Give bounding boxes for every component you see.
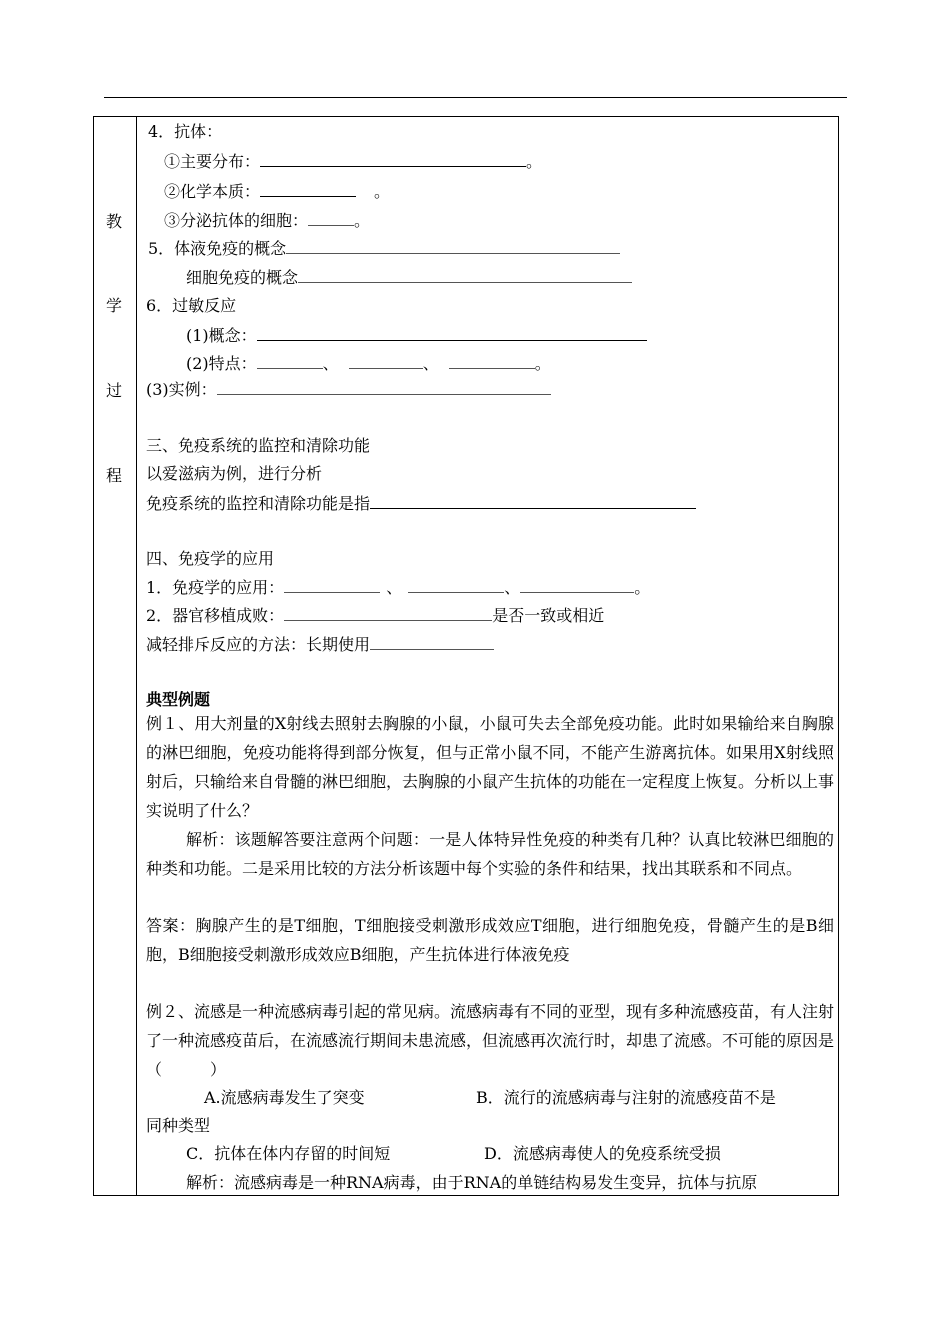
answer-blank: [286, 239, 620, 254]
header-rule: [104, 97, 847, 98]
answer-blank: [370, 635, 494, 650]
label: ①主要分布：: [164, 152, 261, 171]
allergy-features: [186, 354, 551, 374]
label: 减轻排斥反应的方法：长期使用: [146, 635, 371, 654]
monitoring-definition: [146, 494, 696, 514]
punct: 、: [386, 578, 403, 597]
humoral-immunity-concept: [148, 239, 620, 259]
antibody-secreting-cell: [164, 211, 370, 231]
punct: 、: [422, 354, 439, 373]
label: (3)实例：: [146, 380, 217, 399]
label: 免疫系统的监控和清除功能是指: [146, 494, 371, 513]
punct: 、: [504, 578, 521, 597]
allergy-concept: [186, 326, 647, 346]
example-1-answer: 答案：胸腺产生的是T细胞，T细胞接受刺激形成效应T细胞，进行细胞免疫，骨髓产生的是B细胞，B细胞接受刺激形成效应B细胞，产生抗体进行体液免疫: [146, 916, 834, 964]
example-2-question: 例２、流感是一种流感病毒引起的常见病。流感病毒有不同的亚型，现有多种流感疫苗，有人注射了一种流感疫苗后，在流感流行期间未患流感，但流感再次流行时，却患了流感。不可能的原因是（ ）: [146, 1002, 835, 1079]
item-antibody: 4．抗体：: [148, 122, 223, 141]
option-c: C．抗体在体内存留的时间短: [186, 1144, 391, 1163]
organ-transplant: [146, 606, 604, 626]
answer-blank: [298, 268, 632, 283]
typical-examples-heading: 典型例题: [146, 690, 211, 709]
immunology-applications: [146, 578, 650, 598]
answer-blank: [260, 152, 526, 167]
label: 5．体液免疫的概念: [148, 239, 287, 258]
punct: 。: [526, 152, 543, 171]
label: (1)概念：: [186, 326, 257, 345]
column-divider: [136, 116, 137, 1196]
side-label-char: 教: [105, 212, 122, 231]
example-1-question: 例１、用大剂量的X射线去照射去胸腺的小鼠，小鼠可失去全部免疫功能。此时如果输给来自胸腺的淋巴细胞，免疫功能将得到部分恢复，但与正常小鼠不同，不能产生游离抗体。如果用X射线照射后，只输给来自骨髓的淋巴细胞，去胸腺的小鼠产生抗体的功能在一定程度上恢复。分析以上事实说明了什么？: [146, 714, 835, 820]
side-label-char: 学: [105, 296, 122, 315]
answer-blank: [284, 606, 492, 621]
answer-blank: [217, 380, 551, 395]
rejection-reduction: [146, 635, 494, 655]
option-a: A.流感病毒发生了突变: [204, 1088, 365, 1107]
label: 细胞免疫的概念: [186, 268, 299, 287]
allergy-heading: 6．过敏反应: [146, 296, 237, 315]
answer-blank: [257, 354, 323, 369]
option-d: D．流感病毒使人的免疫系统受损: [484, 1144, 721, 1163]
example-1-analysis: 解析：该题解答要注意两个问题：一是人体特异性免疫的种类有几种？认真比较淋巴细胞的种类和功能。二是采用比较的方法分析该题中每个实验的条件和结果，找出其联系和不同点。: [146, 830, 834, 878]
cellular-immunity-concept: [186, 268, 632, 288]
label: ③分泌抗体的细胞：: [164, 211, 309, 230]
answer-blank: [449, 354, 535, 369]
section-3-heading: 三、免疫系统的监控和清除功能: [146, 436, 371, 455]
side-label-char: 过: [105, 381, 122, 400]
label: 是否一致或相近: [492, 606, 605, 625]
option-b-cont: 同种类型: [146, 1116, 211, 1135]
section-4-heading: 四、免疫学的应用: [146, 549, 275, 568]
label: (2)特点：: [186, 354, 257, 373]
answer-blank: [257, 326, 647, 341]
example-2-analysis: 解析：流感病毒是一种RNA病毒，由于RNA的单链结构易发生变异，抗体与抗原: [186, 1173, 758, 1192]
answer-blank: [520, 578, 634, 593]
answer-blank: [308, 211, 354, 226]
punct: 。: [354, 211, 371, 230]
punct: 。: [534, 354, 551, 373]
antibody-chemistry: [164, 182, 390, 202]
answer-blank: [260, 182, 356, 197]
side-label-char: 程: [105, 466, 122, 485]
section-3-intro: 以爱滋病为例，进行分析: [146, 464, 323, 483]
answer-blank: [370, 494, 696, 509]
label: ②化学本质：: [164, 182, 261, 201]
label: 1．免疫学的应用：: [146, 578, 285, 597]
answer-blank: [408, 578, 504, 593]
punct: 。: [374, 182, 391, 201]
answer-blank: [284, 578, 380, 593]
allergy-example: [146, 380, 551, 400]
option-b: B．流行的流感病毒与注射的流感疫苗不是: [476, 1088, 776, 1107]
antibody-distribution: [164, 152, 542, 172]
punct: 、: [322, 354, 339, 373]
label: 2．器官移植成败：: [146, 606, 285, 625]
answer-blank: [349, 354, 423, 369]
punct: 。: [634, 578, 651, 597]
